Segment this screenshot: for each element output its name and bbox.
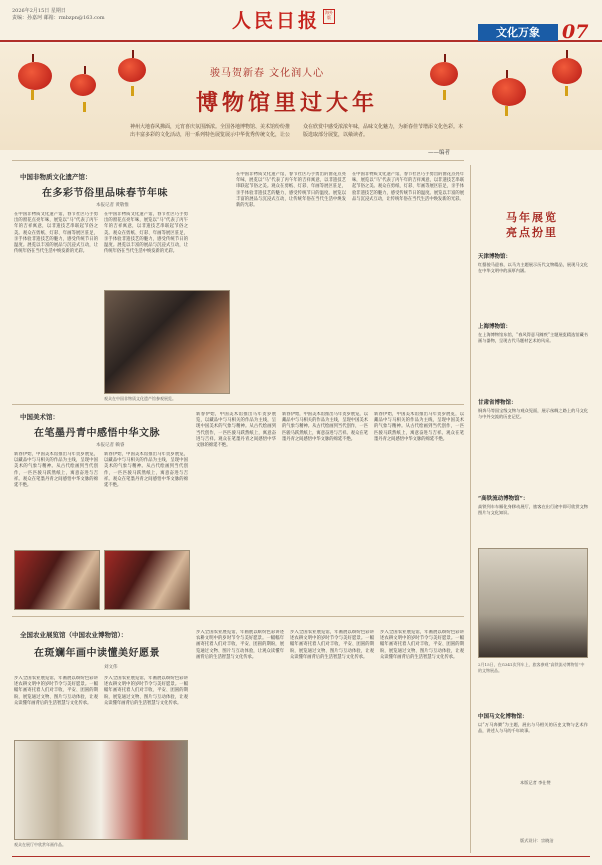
divider	[12, 404, 464, 405]
sidebar-item-head-4: 中国马文化博物馆：	[478, 714, 528, 720]
sidebar-photo-caption: 2月15日，在G341次列车上，旅客参观“高铁流动博物馆”中的文物展品。	[478, 662, 585, 673]
article2-byline: 本报记者 赖睿	[96, 443, 125, 448]
article1-photo-caption: 观众在中国非物质文化遗产馆参观展览。	[104, 396, 176, 401]
article1-body-col3: 在中国非物质文化遗产馆，春节社区巧手剪出的窗花点亮年味，展览以“马”代表了丙午年的吉祥寓意，以非遗技艺串联起节俗之美。观众在剪纸、灯彩、年画等展区驻足，亲手体验非遗技艺的魅力，感受传统节日的温度。展览以丰富的展品与沉浸式互动，让传统年俗在当代生活中焕发新的光彩。	[236, 172, 346, 209]
article1-body-col4: 在中国非物质文化遗产馆，春节社区巧手剪出的窗花点亮年味，展览以“马”代表了丙午年的吉祥寓意，以非遗技艺串联起节俗之美。观众在剪纸、灯彩、年画等展区驻足，亲手体验非遗技艺的魅力，感受传统节日的温度。展览以丰富的展品与沉浸式互动，让传统年俗在当代生活中焕发新的光彩。	[352, 172, 464, 202]
feature-headline: 博物馆里过大年	[196, 90, 379, 116]
article3-kicker: 全国农业展览馆（中国农业博物馆）：	[20, 631, 128, 639]
sidebar-item-body-3: 高铁列车车厢化身移动展厅，旅客在出行途中即可欣赏文物图片与文化知识。	[478, 504, 588, 515]
sidebar-title-line1: 马年展览	[506, 211, 558, 224]
page-bottom-rule	[12, 856, 590, 857]
article1-body-col2: 在中国非物质文化遗产馆，春节社区巧手剪出的窗花点亮年味，展览以“马”代表了丙午年的吉祥寓意，以非遗技艺串联起节俗之美。观众在剪纸、灯彩、年画等展区驻足，亲手体验非遗技艺的魅力，感受传统节日的温度。展览以丰富的展品与沉浸式互动，让传统年俗在当代生活中焕发新的光彩。	[104, 212, 188, 255]
feature-kicker: 骏马贺新春 文化润人心	[210, 68, 325, 79]
sidebar-item-body-2: 铜奔马等国宝级文物与观众见面，展示丝绸之路上的马文化与中外交流的历史记忆。	[478, 408, 588, 419]
article3-body-col3: 步入全国农业展览馆，年画展以缤纷色彩讲述农耕文明中的岁时节令与美好愿景。一幅幅年画寄托着人们对丰收、平安、团圆的期盼，展览通过文物、图片与互动体验，让观众读懂年画背后的生活智慧与文化传承。	[196, 630, 284, 660]
article2-photo-left	[14, 550, 100, 610]
article2-body-col3: 新春伊始，中国美术馆推出马年贺岁展览，以藏品中与马相关的作品为主线，呈现中国美术的气象与精神。从古代绘画到当代创作，一匹匹骏马跃然纸上，寓意奋进与吉祥。观众在笔墨丹青之间感悟中华文脉的绵延不绝。	[196, 412, 276, 449]
article3-photo-caption: 观众在展厅中欣赏年画作品。	[14, 842, 66, 847]
article3-body-col5: 步入全国农业展览馆，年画展以缤纷色彩讲述农耕文明中的岁时节令与美好愿景。一幅幅年画寄托着人们对丰收、平安、团圆的期盼，展览通过文物、图片与互动体验，让观众读懂年画背后的生活智慧与文化传承。	[380, 630, 464, 660]
sidebar-item-body-4: 以“万马奔腾”为主题，展出与马相关的历史文物与艺术作品，讲述人与马的千年故事。	[478, 722, 588, 733]
article2-body-col2: 新春伊始，中国美术馆推出马年贺岁展览，以藏品中与马相关的作品为主线，呈现中国美术的气象与精神。从古代绘画到当代创作，一匹匹骏马跃然纸上，寓意奋进与吉祥。观众在笔墨丹青之间感悟中华文脉的绵延不绝。	[104, 452, 188, 489]
article3-byline: 刘文伟	[104, 665, 118, 670]
sidebar-item-body-0: 红鬃骏马迎春，以马为主题展示历代文物精品，展现马文化在中华文明中的深厚内涵。	[478, 262, 588, 273]
lantern-icon	[430, 62, 458, 86]
article2-photo-right	[104, 550, 190, 610]
masthead	[0, 0, 602, 42]
sidebar-title-line2: 亮点扮里	[506, 226, 558, 239]
section-tag: 文化万象	[478, 24, 558, 41]
article1-body: 在中国非物质文化遗产馆，春节社区巧手剪出的窗花点亮年味，展览以“马”代表了丙午年的吉祥寓意，以非遗技艺串联起节俗之美。观众在剪纸、灯彩、年画等展区驻足，亲手体验非遗技艺的魅力，感受传统节日的温度。展览以丰富的展品与沉浸式互动，让传统年俗在当代生活中焕发新的光彩。	[14, 212, 98, 255]
feature-intro: 神州大地春风拂面，元宵喜庆氛围渐浓。全国各地博物馆、美术馆纷纷推出丰富多彩的文化活动，用一系列特色展览展示中华优秀传统文化，让公众在欣赏中感受浓浓年味，品味文化魅力，为新春佳节增添文化色彩。本版选取部分展览，以飨读者。	[130, 124, 464, 138]
sidebar-item-head-2: 甘肃省博物馆：	[478, 400, 517, 406]
article1-title: 在多彩节俗里品味春节年味	[42, 188, 168, 199]
layout-editor: 版式设计：宗晓洁	[520, 838, 554, 843]
feature-intro-author: ——编者	[428, 150, 451, 156]
article2-body-col4: 新春伊始，中国美术馆推出马年贺岁展览，以藏品中与马相关的作品为主线，呈现中国美术的气象与精神。从古代绘画到当代创作，一匹匹骏马跃然纸上，寓意奋进与吉祥。观众在笔墨丹青之间感悟中华文脉的绵延不绝。	[282, 412, 368, 442]
article1-byline: 本报记者 黄敬惟	[96, 203, 129, 208]
article2-body: 新春伊始，中国美术馆推出马年贺岁展览，以藏品中与马相关的作品为主线，呈现中国美术的气象与精神。从古代绘画到当代创作，一匹匹骏马跃然纸上，寓意奋进与吉祥。观众在笔墨丹青之间感悟中华文脉的绵延不绝。	[14, 452, 98, 489]
editor-line: 责编：孙嘉珂 邮箱：rmbzpn@163.com	[12, 15, 105, 21]
lantern-icon	[552, 58, 582, 84]
divider	[12, 616, 464, 617]
sidebar-item-body-1: 在上海博物馆东馆，“春风得意马蹄疾”主题展览精选馆藏书画与器物，呈现古代马题材艺术的风采。	[478, 332, 588, 343]
sidebar-item-head-1: 上海博物馆：	[478, 324, 512, 330]
lantern-icon	[492, 78, 526, 106]
sidebar-item-head-3: “高铁流动博物馆”：	[478, 496, 529, 502]
newspaper-logo-sub: 海外版	[323, 9, 335, 24]
article2-body-col5: 新春伊始，中国美术馆推出马年贺岁展览，以藏品中与马相关的作品为主线，呈现中国美术的气象与精神。从古代绘画到当代创作，一匹匹骏马跃然纸上，寓意奋进与吉祥。观众在笔墨丹青之间感悟中华文脉的绵延不绝。	[374, 412, 464, 442]
article3-photo	[14, 740, 188, 840]
sidebar-signature: 本版记者 李仕赞	[520, 780, 551, 785]
article3-body-col4: 步入全国农业展览馆，年画展以缤纷色彩讲述农耕文明中的岁时节令与美好愿景。一幅幅年画寄托着人们对丰收、平安、团圆的期盼，展览通过文物、图片与互动体验，让观众读懂年画背后的生活智慧与文化传承。	[290, 630, 374, 660]
date-line	[12, 8, 105, 22]
article3-body: 步入全国农业展览馆，年画展以缤纷色彩讲述农耕文明中的岁时节令与美好愿景。一幅幅年画寄托着人们对丰收、平安、团圆的期盼，展览通过文物、图片与互动体验，让观众读懂年画背后的生活智慧与文化传承。	[14, 676, 98, 706]
issue-date: 2026年2月15日 星期日	[12, 8, 66, 14]
sidebar-title	[477, 210, 587, 240]
divider	[12, 160, 464, 161]
lantern-icon	[70, 74, 96, 96]
newspaper-logo: 人民日报	[232, 10, 321, 32]
article1-kicker: 中国非物质文化遗产馆：	[20, 173, 92, 181]
article2-title: 在笔墨丹青中感悟中华文脉	[34, 428, 160, 439]
column-divider	[470, 165, 471, 853]
article3-body-col2: 步入全国农业展览馆，年画展以缤纷色彩讲述农耕文明中的岁时节令与美好愿景。一幅幅年画寄托着人们对丰收、平安、团圆的期盼，展览通过文物、图片与互动体验，让观众读懂年画背后的生活智慧与文化传承。	[104, 676, 188, 706]
lantern-icon	[18, 62, 52, 90]
article2-kicker: 中国美术馆：	[20, 413, 59, 421]
article1-photo	[104, 290, 230, 394]
sidebar-photo	[478, 548, 588, 658]
page-number: 07	[562, 21, 589, 43]
article3-title: 在斑斓年画中读懂美好愿景	[34, 648, 160, 659]
lantern-icon	[118, 58, 146, 82]
sidebar-item-head-0: 天津博物馆：	[478, 254, 512, 260]
